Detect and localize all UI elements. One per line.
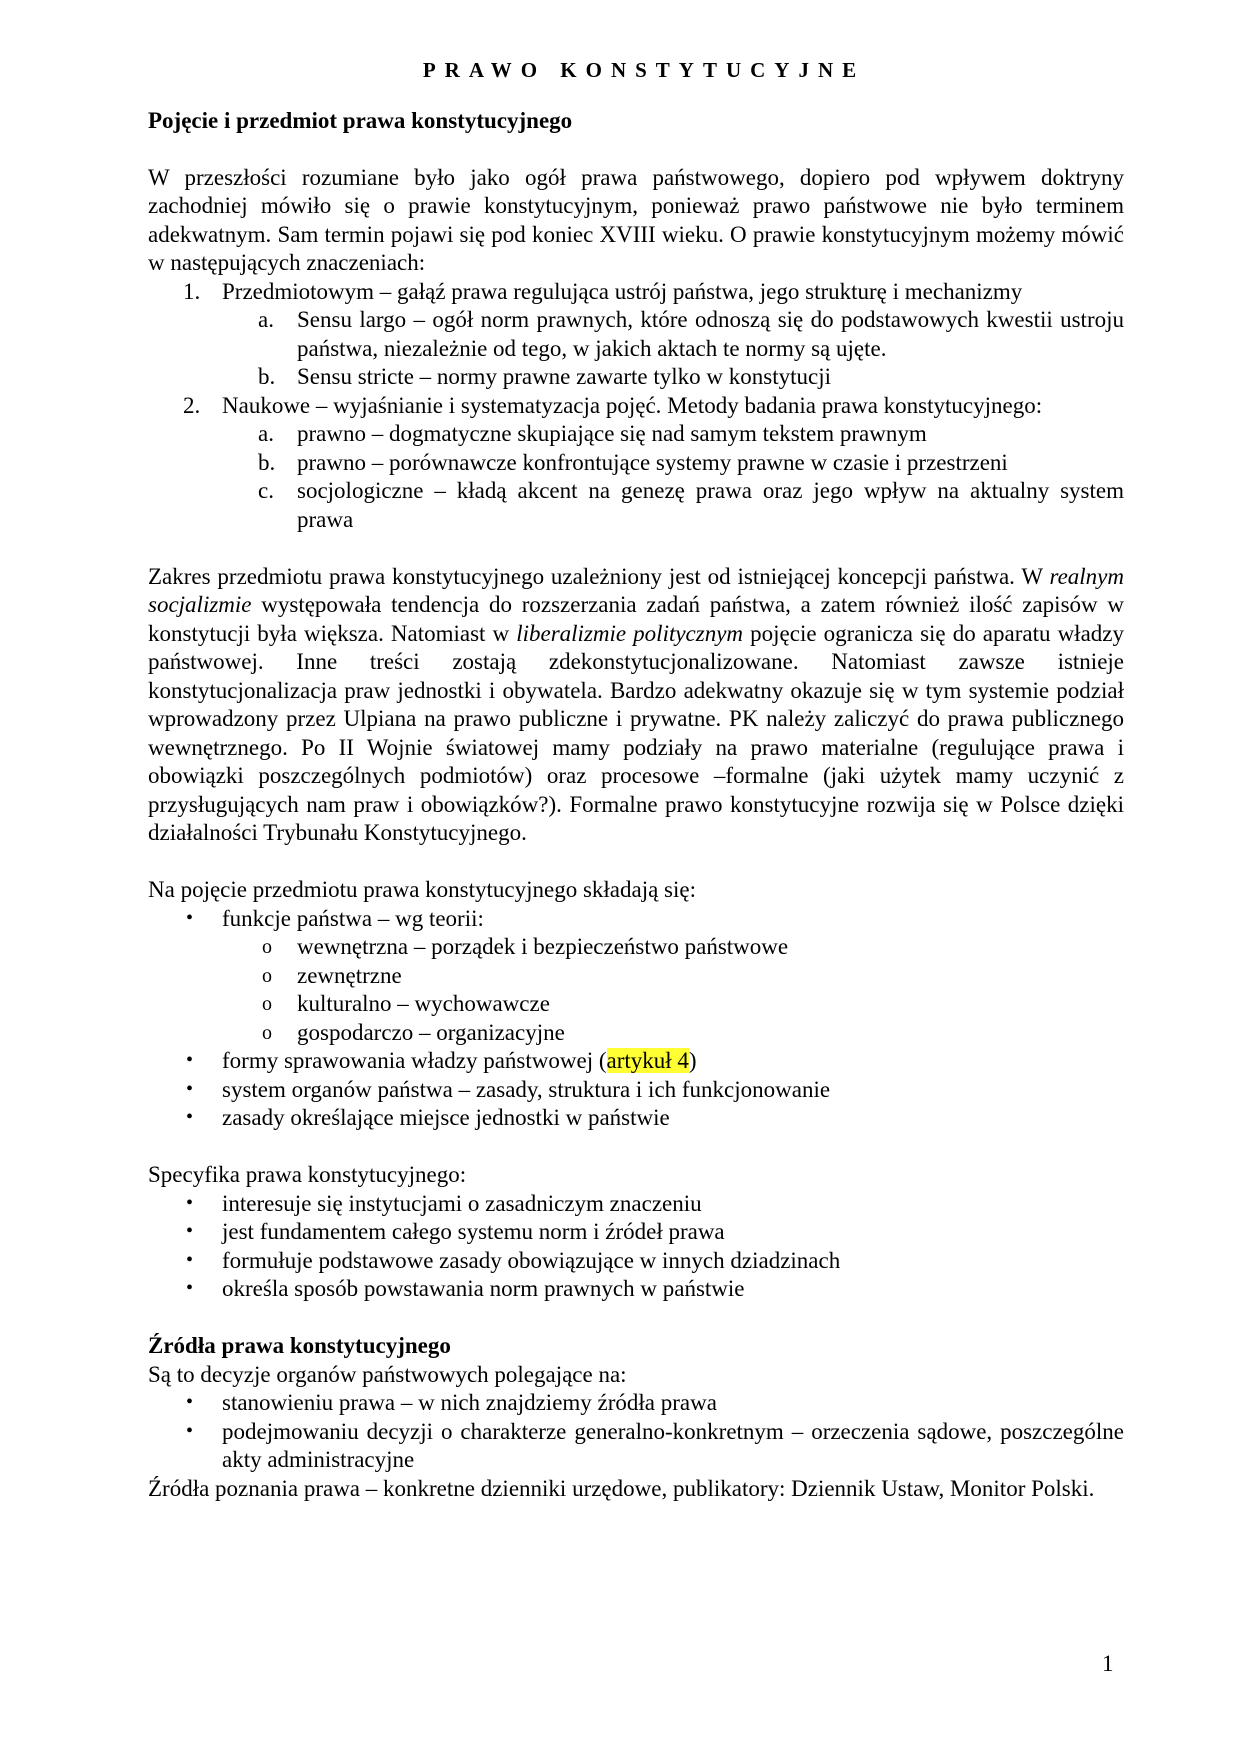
list-subitem <box>148 477 1124 534</box>
scope-text: występowała tendencja do rozszerzania zadań państwa, a zatem również ilość zapisów w konstytucji była większa. Natomiast w <box>148 592 1124 646</box>
list-item-text: Sensu stricte – normy prawne zawarte tylko w konstytucji <box>297 364 831 389</box>
highlighted-reference: artykuł 4 <box>606 1048 689 1073</box>
bullet-item <box>148 1104 1124 1133</box>
spacer <box>148 135 1124 164</box>
page-number: 1 <box>1102 1651 1114 1676</box>
circle-marker: o <box>262 964 272 987</box>
bullet-text: funkcje państwa – wg teorii: <box>222 905 484 931</box>
scope-paragraph <box>148 563 1124 848</box>
bullet-marker: • <box>186 1419 194 1442</box>
bullet-item <box>148 1275 1124 1304</box>
scope-text: pojęcie ogranicza się do aparatu władzy państwowej. Inne treści zostają zdekonstytucjonalizowane. Natomiast zawsze istnieje konstytucjonalizacja praw jednostki i obywatela. Bardzo adekwatny okazuje się w tym systemie podział wprowadzony przez Ulpiana na prawo publiczne i prywatne. PK należy zaliczyć do prawa publicznego wewnętrznego. Po II Wojnie światowej mamy podziały na prawo materialne (regulujące prawa i obowiązki poszczególnych podmiotów) oraz procesowe –formalne (jaki użytek mamy uczynić z przysługujących nam praw i obowiązków?). Formalne prawo konstytucyjne rozwija się w Polsce dzięki działalności Trybunału Konstytucyjnego. <box>148 620 1124 845</box>
scope-emphasis: realnym socjalizmie <box>148 563 1124 617</box>
bullet-marker: • <box>186 1220 194 1242</box>
bullet-text: podejmowaniu decyzji o charakterze generalno-konkretnym – orzeczenia sądowe, poszczególne akty administracyjne <box>222 1418 1124 1472</box>
bullet-item <box>148 1076 1124 1105</box>
bullet-item <box>148 1218 1124 1247</box>
scope-text: Zakres przedmiotu prawa konstytucyjnego uzależniony jest od istniejącej koncepcji państwa. W <box>148 563 1050 589</box>
sources-intro: Są to decyzje organów państwowych polegające na: <box>148 1361 627 1387</box>
document-title: PRAWO KONSTYTUCYJNE <box>422 58 866 82</box>
circle-subitem <box>148 962 1124 991</box>
bullet-item <box>148 1047 1124 1076</box>
circle-subitem <box>148 990 1124 1019</box>
bullet-text: system organów państwa – zasady, struktura i ich funkcjonowanie <box>222 1076 831 1102</box>
section-heading-subject: Pojęcie i przedmiot prawa konstytucyjnego <box>148 107 573 133</box>
circle-marker: o <box>262 1021 272 1044</box>
list-item-text: prawno – dogmatyczne skupiające się nad samym tekstem prawnym <box>297 421 927 446</box>
list-marker: a. <box>258 421 274 446</box>
list-item <box>148 278 1124 307</box>
bullet-marker: • <box>186 1277 194 1299</box>
subitem-text: wewnętrzna – porządek i bezpieczeństwo państwowe <box>297 934 789 959</box>
list-item-text: socjologiczne – kładą akcent na genezę prawa oraz jego wpływ na aktualny system prawa <box>297 478 1124 532</box>
list-item-text: Sensu largo – ogół norm prawnych, które odnoszą się do podstawowych kwestii ustroju państwa, niezależnie od tego, w jakich aktach te normy są ujęte. <box>297 307 1124 361</box>
spacer <box>148 534 1124 563</box>
subject-intro: Na pojęcie przedmiotu prawa konstytucyjnego składają się: <box>148 877 696 902</box>
list-marker: b. <box>258 364 276 389</box>
bullet-text: formy sprawowania władzy państwowej ( <box>222 1048 607 1073</box>
sources-list <box>148 1389 1124 1475</box>
subitem-text: gospodarczo – organizacyjne <box>297 1019 565 1045</box>
list-item-text: Naukowe – wyjaśnianie i systematyzacja pojęć. Metody badania prawa konstytucyjnego: <box>222 392 1043 418</box>
specifics-intro: Specyfika prawa konstytucyjnego: <box>148 1162 467 1187</box>
bullet-item <box>148 1190 1124 1219</box>
subitem-text: zewnętrzne <box>297 962 402 988</box>
bullet-marker: • <box>186 906 194 929</box>
bullet-text: określa sposób powstawania norm prawnych w państwie <box>222 1276 745 1301</box>
list-marker: 2. <box>183 392 201 418</box>
bullet-marker: • <box>186 1049 194 1071</box>
bullet-text: ) <box>688 1048 697 1073</box>
list-subitem <box>148 306 1124 363</box>
list-subitem <box>148 420 1124 449</box>
circle-subitem <box>148 1019 1124 1048</box>
subject-list <box>148 905 1124 1133</box>
subitem-text: kulturalno – wychowawcze <box>297 991 550 1016</box>
spacer <box>148 1304 1124 1333</box>
list-item-text: prawno – porównawcze konfrontujące systemy prawne w czasie i przestrzeni <box>297 449 1008 475</box>
bullet-item <box>148 1247 1124 1276</box>
bullet-text: zasady określające miejsce jednostki w państwie <box>222 1105 670 1130</box>
intro-paragraph: W przeszłości rozumiane było jako ogół prawa państwowego, dopiero pod wpływem doktryny zachodniej mówiło się o prawie konstytucyjnym, ponieważ prawo państwowe nie było terminem adekwatnym. Sam termin pojawi się pod koniec XVIII wieku. O prawie konstytucyjnym możemy mówić w następujących znaczeniach: <box>148 164 1124 275</box>
cognition-paragraph: Źródła poznania prawa – konkretne dzienniki urzędowe, publikatory: Dziennik Ustaw, Monitor Polski. <box>148 1475 1095 1501</box>
bullet-marker: • <box>186 1248 194 1271</box>
list-subitem <box>148 363 1124 392</box>
list-item <box>148 392 1124 421</box>
bullet-text: formułuje podstawowe zasady obowiązujące w innych dziadzinach <box>222 1247 841 1273</box>
list-item-text: Przedmiotowym – gałąź prawa regulująca ustrój państwa, jego strukturę i mechanizmy <box>222 278 1023 304</box>
bullet-marker: • <box>186 1391 194 1413</box>
bullet-marker: • <box>186 1077 194 1100</box>
bullet-text: interesuje się instytucjami o zasadniczym znaczeniu <box>222 1190 702 1216</box>
bullet-marker: • <box>186 1106 194 1128</box>
list-marker: a. <box>258 307 274 332</box>
spacer <box>148 1133 1124 1162</box>
section-heading-sources: Źródła prawa konstytucyjnego <box>148 1333 451 1358</box>
bullet-marker: • <box>186 1191 194 1214</box>
specifics-list <box>148 1190 1124 1304</box>
circle-subitem <box>148 933 1124 962</box>
list-marker: b. <box>258 449 276 475</box>
bullet-item <box>148 1418 1124 1475</box>
list-subitem <box>148 449 1124 478</box>
list-marker: 1. <box>183 278 201 304</box>
bullet-item <box>148 1389 1124 1418</box>
page-content <box>148 56 1124 1503</box>
meanings-list <box>148 278 1124 535</box>
bullet-text: stanowieniu prawa – w nich znajdziemy źródła prawa <box>222 1390 717 1415</box>
list-marker: c. <box>258 478 274 503</box>
circle-marker: o <box>262 993 272 1015</box>
scope-emphasis: liberalizmie politycznym <box>516 620 744 646</box>
circle-marker: o <box>262 936 272 958</box>
spacer <box>148 848 1124 877</box>
bullet-text: jest fundamentem całego systemu norm i źródeł prawa <box>222 1219 725 1244</box>
bullet-item <box>148 905 1124 934</box>
